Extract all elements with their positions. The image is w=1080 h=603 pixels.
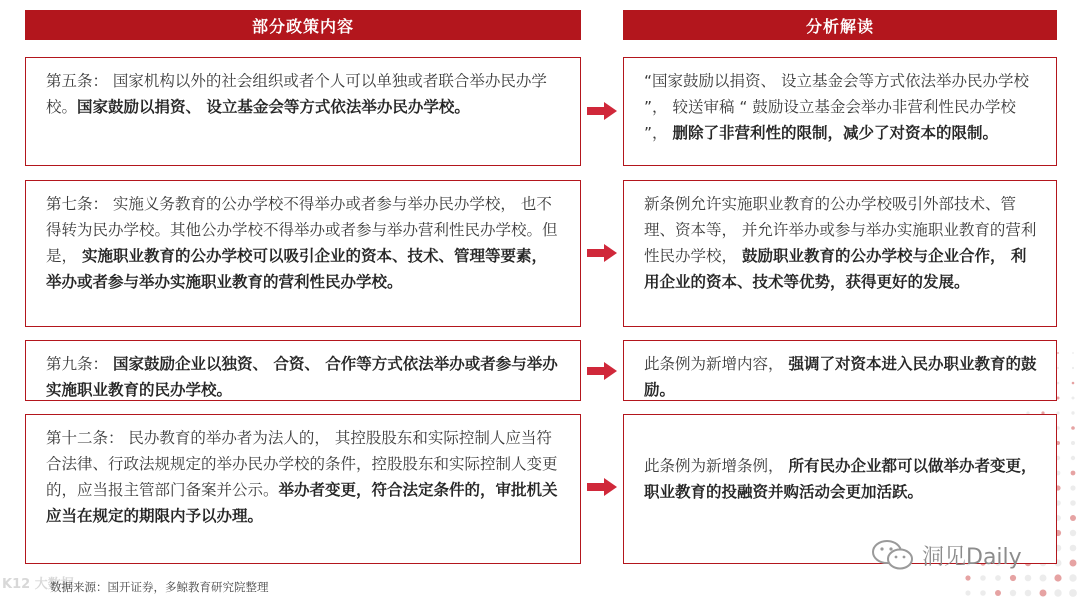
policy-content-header: 部分政策内容 — [25, 10, 581, 40]
emphasis-text: 国家鼓励企业以独资、 合资、 合作等方式依法举办或者参与举办实施职业教育的民办学校。 — [46, 355, 558, 399]
decorative-dot — [1040, 590, 1047, 597]
body-text: 新条例允许实施职业教育的公办学校吸引外部技术、管理、资本等， 并允许举办或参与举办实施职业教育的营利性民办学校， — [644, 195, 1037, 265]
decorative-dot — [1070, 485, 1075, 490]
decorative-dot — [1071, 426, 1075, 430]
emphasis-text: 所有民办企业都可以做举办者变更， 职业教育的投融资并购活动会更加活跃。 — [644, 457, 1037, 501]
decorative-dot — [1071, 456, 1075, 460]
decorative-dot — [1072, 367, 1074, 369]
decorative-dot — [1057, 352, 1059, 354]
body-text: 第十二条： 民办教育的举办者为法人的， 其控股股东和实际控制人应当符合法律、行政法规规定的举办民办学校的条件，控股股东和实际控制人变更的，应当报主管部门备案并公示。 — [46, 429, 558, 499]
watermark-brand — [870, 538, 1022, 572]
policy-article-12 — [25, 414, 581, 564]
watermark-text: 洞见Daily — [922, 544, 1022, 570]
body-text: 此条例为新增条例， — [644, 457, 789, 475]
decorative-dot — [1070, 500, 1076, 506]
decorative-dot — [1071, 471, 1076, 476]
emphasis-text: 鼓励职业教育的公办学校与企业合作， 利用企业的资本、技术等优势，获得更好的发展。 — [644, 247, 1027, 291]
emphasis-text: 强调了对资本进入民办职业教育的鼓励。 — [644, 355, 1037, 399]
decorative-dot — [1054, 589, 1061, 596]
decorative-dot — [995, 590, 1001, 596]
decorative-dot — [1070, 560, 1077, 567]
emphasis-text: 国家鼓励以捐资、 设立基金会等方式依法举办民办学校。 — [77, 98, 470, 116]
decorative-dot — [980, 590, 986, 596]
decorative-dot — [1070, 515, 1076, 521]
analysis-article-5 — [623, 57, 1057, 166]
decorative-dot — [1071, 441, 1075, 445]
decorative-dot — [1057, 367, 1059, 369]
policy-article-7 — [25, 180, 581, 327]
decorative-dot — [1057, 382, 1060, 385]
decorative-dot — [1071, 411, 1074, 414]
arrow-right-icon — [587, 244, 617, 262]
analysis-article-9 — [623, 340, 1057, 401]
body-text: 第七条： 实施义务教育的公办学校不得举办或者参与举办民办学校， 也不得转为民办学校。其他公办学校不得举办或者参与举办营利性民办学校。但是， — [46, 195, 558, 265]
decorative-dot — [965, 590, 970, 595]
analysis-article-7 — [623, 180, 1057, 327]
emphasis-text: 删除了非营利性的限制，减少了对资本的限制。 — [672, 124, 998, 142]
decorative-dot — [1072, 397, 1075, 400]
emphasis-text: 举办者变更，符合法定条件的，审批机关应当在规定的期限内予以办理。 — [46, 481, 558, 525]
analysis-header: 分析解读 — [623, 10, 1057, 40]
body-text: “国家鼓励以捐资、 设立基金会等方式依法举办民办学校 ”， 较送审稿 “ 鼓励设立基金会举办非营利性民办学校 ”， — [644, 72, 1029, 142]
decorative-dot — [965, 575, 970, 580]
body-text: 第五条： 国家机构以外的社会组织或者个人可以单独或者联合举办民办学校。 — [46, 72, 547, 116]
policy-article-9 — [25, 340, 581, 401]
watermark-k12: K12 大数据 — [2, 577, 74, 592]
data-source-note: 数据来源：国开证券，多鲸教育研究院整理 — [50, 580, 269, 594]
decorative-dot — [1010, 590, 1016, 596]
decorative-dot — [1072, 352, 1074, 354]
policy-article-5 — [25, 57, 581, 166]
decorative-dot — [1070, 530, 1076, 536]
decorative-dot — [1054, 574, 1061, 581]
arrow-right-icon — [587, 362, 617, 380]
body-text: 此条例为新增内容， — [644, 355, 789, 373]
decorative-dot — [1069, 574, 1076, 581]
emphasis-text: 实施职业教育的公办学校可以吸引企业的资本、技术、管理等要素，举办或者参与举办实施职业教育的营利性民办学校。 — [46, 247, 547, 291]
body-text: 第九条： — [46, 355, 113, 373]
decorative-dot — [1072, 382, 1075, 385]
arrow-right-icon — [587, 478, 617, 496]
decorative-dot — [1040, 575, 1047, 582]
wechat-icon — [870, 538, 916, 572]
decorative-dot — [1010, 575, 1016, 581]
decorative-dot — [1025, 590, 1032, 597]
decorative-dot — [995, 575, 1001, 581]
decorative-dot — [980, 575, 986, 581]
decorative-dot — [1069, 589, 1077, 597]
arrow-right-icon — [587, 102, 617, 120]
decorative-dot — [1025, 575, 1032, 582]
decorative-dot — [1070, 545, 1077, 552]
